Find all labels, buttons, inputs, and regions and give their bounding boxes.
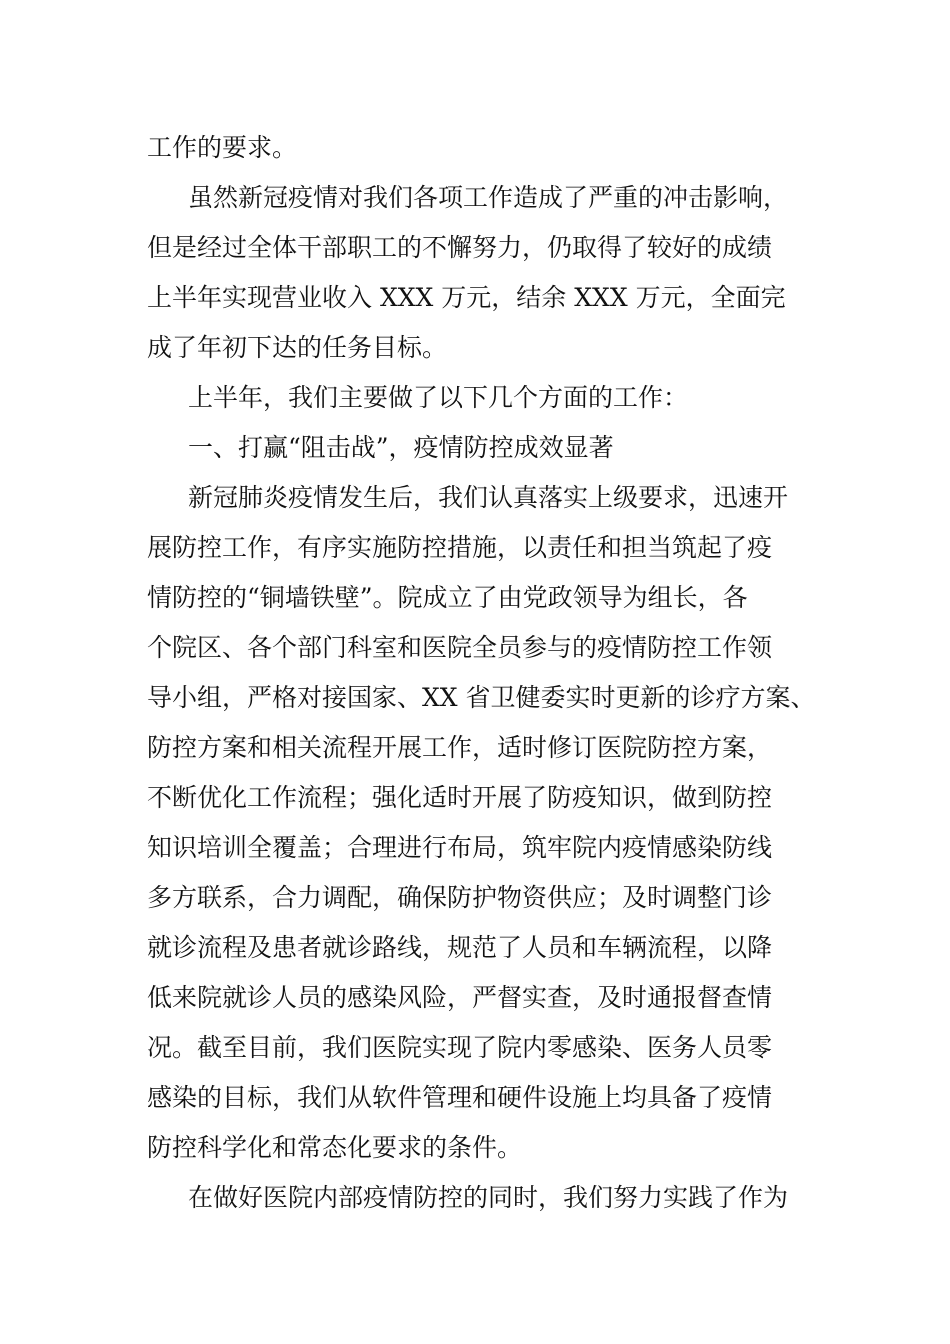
paragraph-first-line: 虽然新冠疫情对我们各项工作造成了严重的冲击影响，	[188, 183, 789, 212]
text-line: 低来院就诊人员的感染风险，严督实查，及时通报督查情	[147, 983, 773, 1012]
text-line: 但是经过全体干部职工的不懈努力，仍取得了较好的成绩	[147, 233, 773, 262]
text-line: 展防控工作，有序实施防控措施，以责任和担当筑起了疫	[147, 533, 773, 562]
text-line: 不断优化工作流程；强化适时开展了防疫知识，做到防控	[147, 783, 773, 812]
text-line: 成了年初下达的任务目标。	[147, 333, 448, 362]
text-line: 感染的目标，我们从软件管理和硬件设施上均具备了疫情	[147, 1083, 773, 1112]
paragraph-first-line: 上半年，我们主要做了以下几个方面的工作：	[188, 383, 689, 412]
text-line: 情防控的“铜墙铁壁”。院成立了由党政领导为组长，各	[147, 583, 748, 612]
text-line: 工作的要求。	[147, 133, 298, 162]
text-line: 况。截至目前，我们医院实现了院内零感染、医务人员零	[147, 1033, 773, 1062]
text-line: 多方联系，合力调配，确保防护物资供应；及时调整门诊	[147, 883, 773, 912]
text-line: 防控科学化和常态化要求的条件。	[147, 1133, 523, 1162]
text-line: 知识培训全覆盖；合理进行布局，筑牢院内疫情感染防线	[147, 833, 773, 862]
paragraph-first-line: 在做好医院内部疫情防控的同时，我们努力实践了作为	[188, 1183, 789, 1212]
text-line: 个院区、各个部门科室和医院全员参与的疫情防控工作领	[147, 633, 773, 662]
paragraph-first-line: 新冠肺炎疫情发生后，我们认真落实上级要求，迅速开	[188, 483, 789, 512]
section-heading: 一、打赢“阻击战”，疫情防控成效显著	[188, 433, 614, 462]
text-line: 上半年实现营业收入 XXX 万元，结余 XXX 万元，全面完	[147, 283, 786, 312]
text-line: 防控方案和相关流程开展工作，适时修订医院防控方案，	[147, 733, 773, 762]
text-line: 导小组，严格对接国家、XX 省卫健委实时更新的诊疗方案、	[147, 683, 816, 712]
text-line: 就诊流程及患者就诊路线，规范了人员和车辆流程，以降	[147, 933, 773, 962]
